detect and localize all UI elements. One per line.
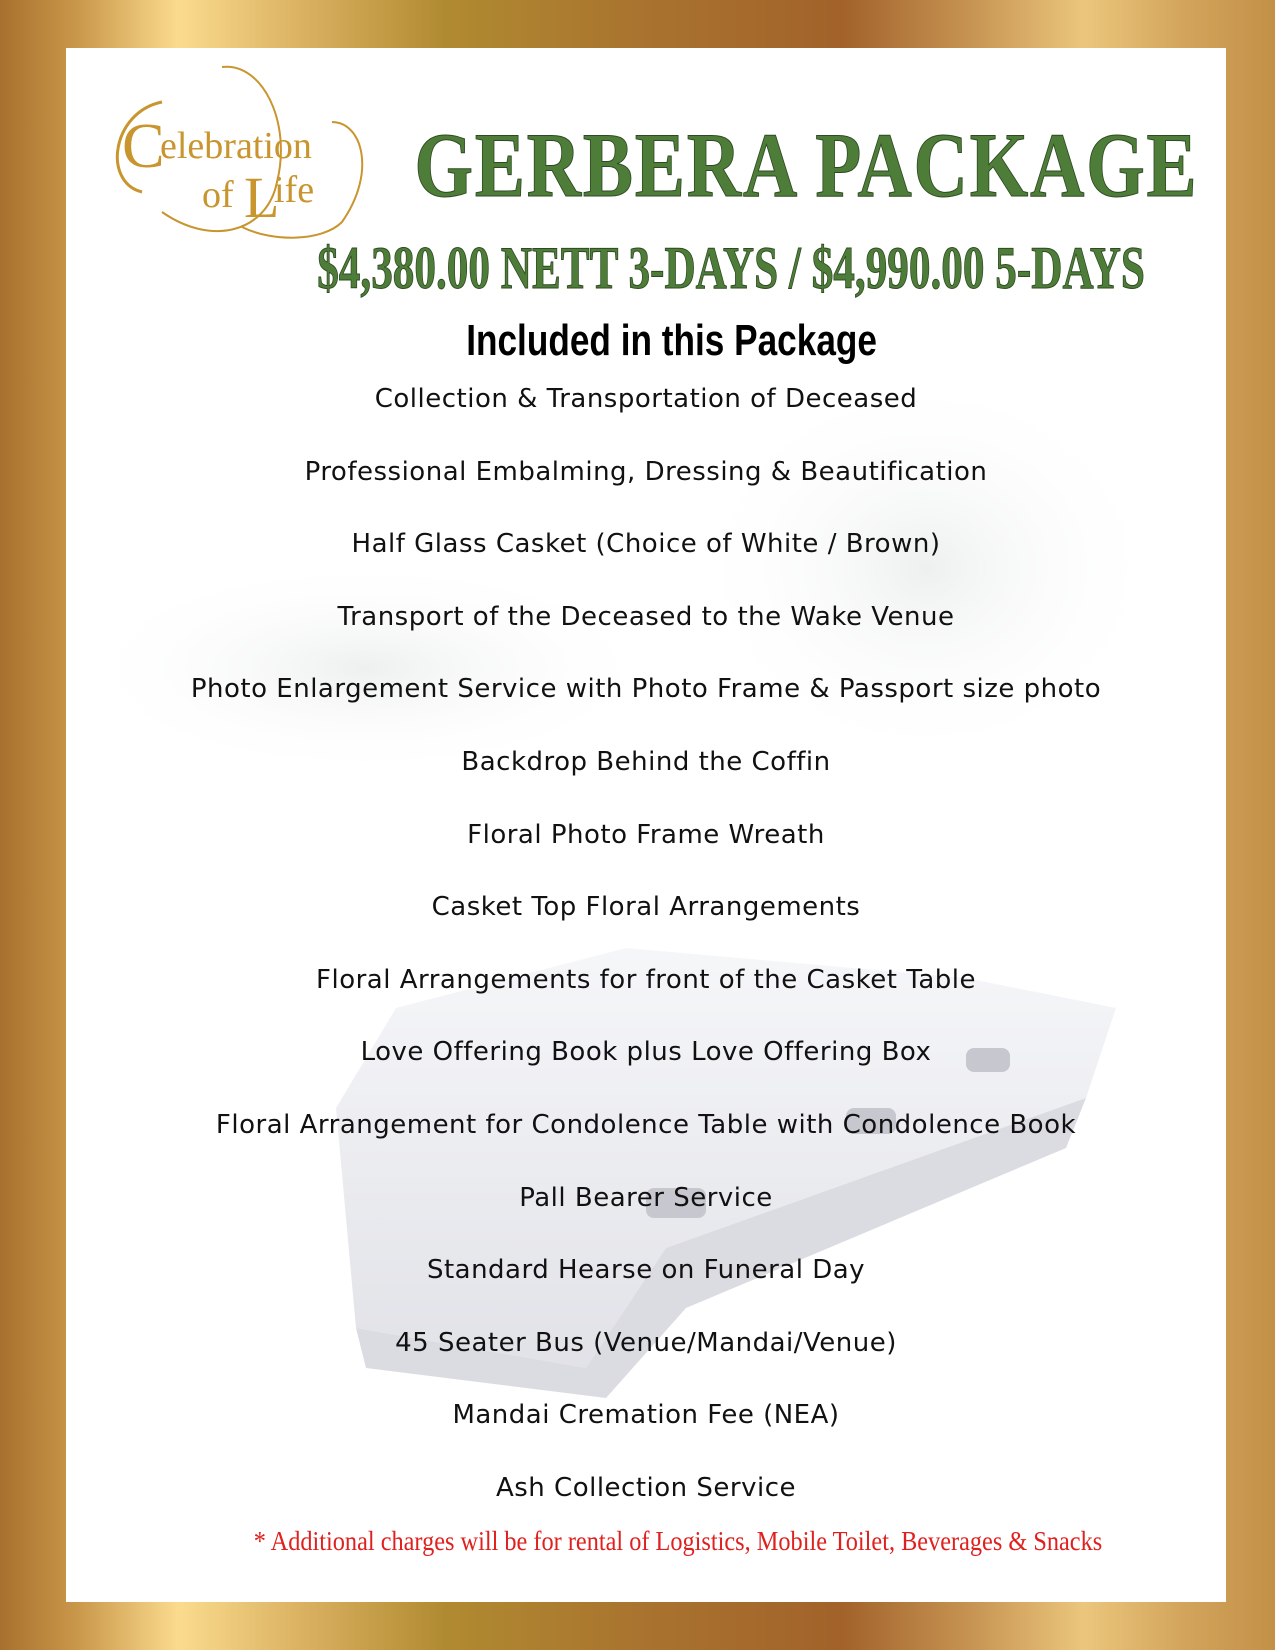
list-item: Floral Arrangement for Condolence Table with Condolence Book xyxy=(215,1109,1077,1140)
logo-text: elebration xyxy=(160,125,312,167)
list-item: Standard Hearse on Funeral Day xyxy=(426,1255,866,1286)
list-item: 45 Seater Bus (Venue/Mandai/Venue) xyxy=(395,1327,897,1358)
list-item: Half Glass Casket (Choice of White / Brown) xyxy=(351,529,941,560)
included-items-list xyxy=(66,384,1226,1546)
list-item: Photo Enlargement Service with Photo Frame & Passport size photo xyxy=(190,674,1102,705)
svg-text:C: C xyxy=(122,110,165,181)
package-price: $4,380.00 NETT 3-DAYS / $4,990.00 5-DAYS xyxy=(317,235,1145,301)
list-item: Floral Photo Frame Wreath xyxy=(467,819,825,850)
svg-text:L: L xyxy=(244,165,280,230)
additional-charges-note: * Additional charges will be for rental of Logistics, Mobile Toilet, Beverages & Snacks xyxy=(253,1526,1103,1556)
package-title: GERBERA PACKAGE xyxy=(414,114,1199,216)
svg-text:ife: ife xyxy=(274,169,315,211)
list-item: Casket Top Floral Arrangements xyxy=(431,892,861,923)
list-item: Love Offering Book plus Love Offering Box xyxy=(360,1037,932,1068)
package-flyer xyxy=(66,48,1226,1602)
included-heading: Included in this Package xyxy=(466,316,877,365)
list-item: Transport of the Deceased to the Wake Venue xyxy=(337,601,955,632)
list-item: Mandai Cremation Fee (NEA) xyxy=(452,1400,840,1431)
list-item: Collection & Transportation of Deceased xyxy=(374,384,918,414)
list-item: Ash Collection Service xyxy=(495,1472,797,1503)
svg-text:of: of xyxy=(202,174,234,216)
list-item: Floral Arrangements for front of the Casket Table xyxy=(316,964,976,995)
list-item: Professional Embalming, Dressing & Beautification xyxy=(304,456,988,487)
list-item: Pall Bearer Service xyxy=(519,1182,773,1213)
celebration-of-life-logo xyxy=(102,62,392,252)
list-item: Backdrop Behind the Coffin xyxy=(461,746,831,777)
